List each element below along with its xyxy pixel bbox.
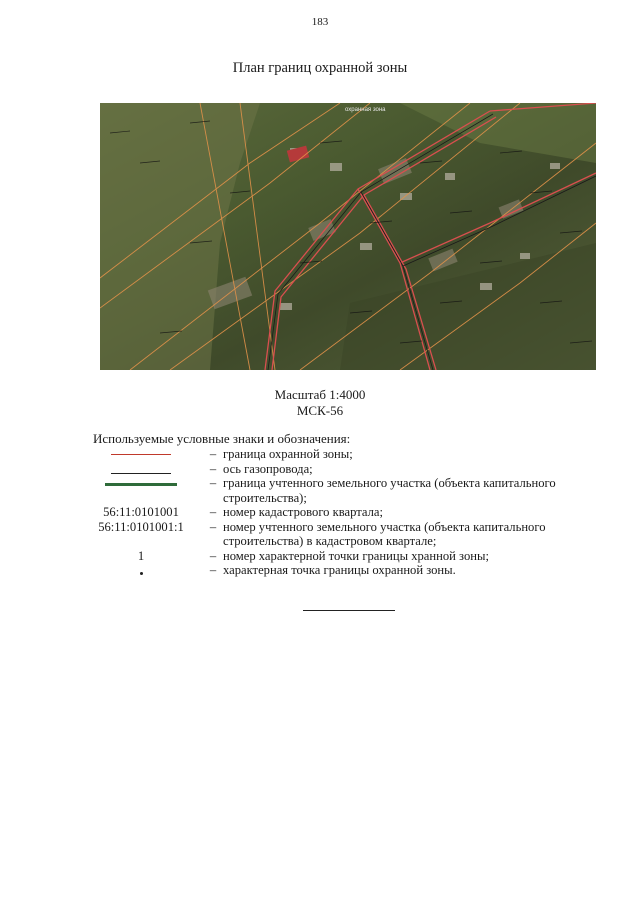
legend-description: номер характерной точки границы хранной зоны; bbox=[223, 548, 489, 563]
page-number: 183 bbox=[311, 16, 329, 28]
legend-item: – ось газопровода; bbox=[93, 462, 593, 477]
legend-description: характерная точка границы охранной зоны. bbox=[223, 563, 456, 577]
legend-description: номер кадастрового квартала; bbox=[223, 505, 383, 519]
point-number-symbol: 1 bbox=[137, 548, 145, 563]
plan-title: План границ охранной зоны bbox=[232, 60, 408, 76]
point-dot-icon bbox=[140, 572, 143, 575]
land-parcel-symbol: 56:11:0101001:1 bbox=[98, 519, 184, 534]
satellite-map bbox=[100, 103, 596, 370]
legend-item: 56:11:0101001 – номер кадастрового квартала; bbox=[93, 505, 593, 520]
legend-item: 56:11:0101001:1 – номер учтенного земельного участка (объекта капитального строительства) в кадастровом квартале; bbox=[93, 520, 593, 549]
legend-description: ось газопровода; bbox=[223, 461, 313, 476]
scale-text: Масштаб 1:4000 bbox=[274, 387, 366, 402]
legend-description: номер учтенного земельного участка (объекта капитального строительства) в кадастровом квартале; bbox=[223, 519, 546, 548]
legend-heading: Используемые условные знаки и обозначения: bbox=[93, 431, 351, 446]
legend-description: граница учтенного земельного участка (объекта капитального строительства); bbox=[223, 476, 556, 505]
legend-description: граница охранной зоны; bbox=[223, 447, 353, 461]
legend-item: – характерная точка границы охранной зоны. bbox=[93, 563, 593, 578]
legend-item: – граница учтенного земельного участка (объекта капитального строительства); bbox=[93, 476, 593, 505]
cadastral-quarter-symbol: 56:11:0101001 bbox=[103, 505, 179, 519]
black-line-symbol bbox=[111, 473, 171, 474]
legend-item: – граница охранной зоны; bbox=[93, 447, 593, 462]
coordinate-system: МСК-56 bbox=[296, 403, 344, 418]
red-line-symbol bbox=[111, 454, 171, 455]
legend-item: 1 – номер характерной точки границы хранной зоны; bbox=[93, 549, 593, 564]
scale-block bbox=[0, 387, 640, 419]
legend bbox=[93, 447, 593, 578]
map-zone-label: охранная зона bbox=[345, 107, 386, 113]
footer-rule bbox=[303, 610, 395, 611]
green-line-symbol bbox=[105, 483, 177, 486]
